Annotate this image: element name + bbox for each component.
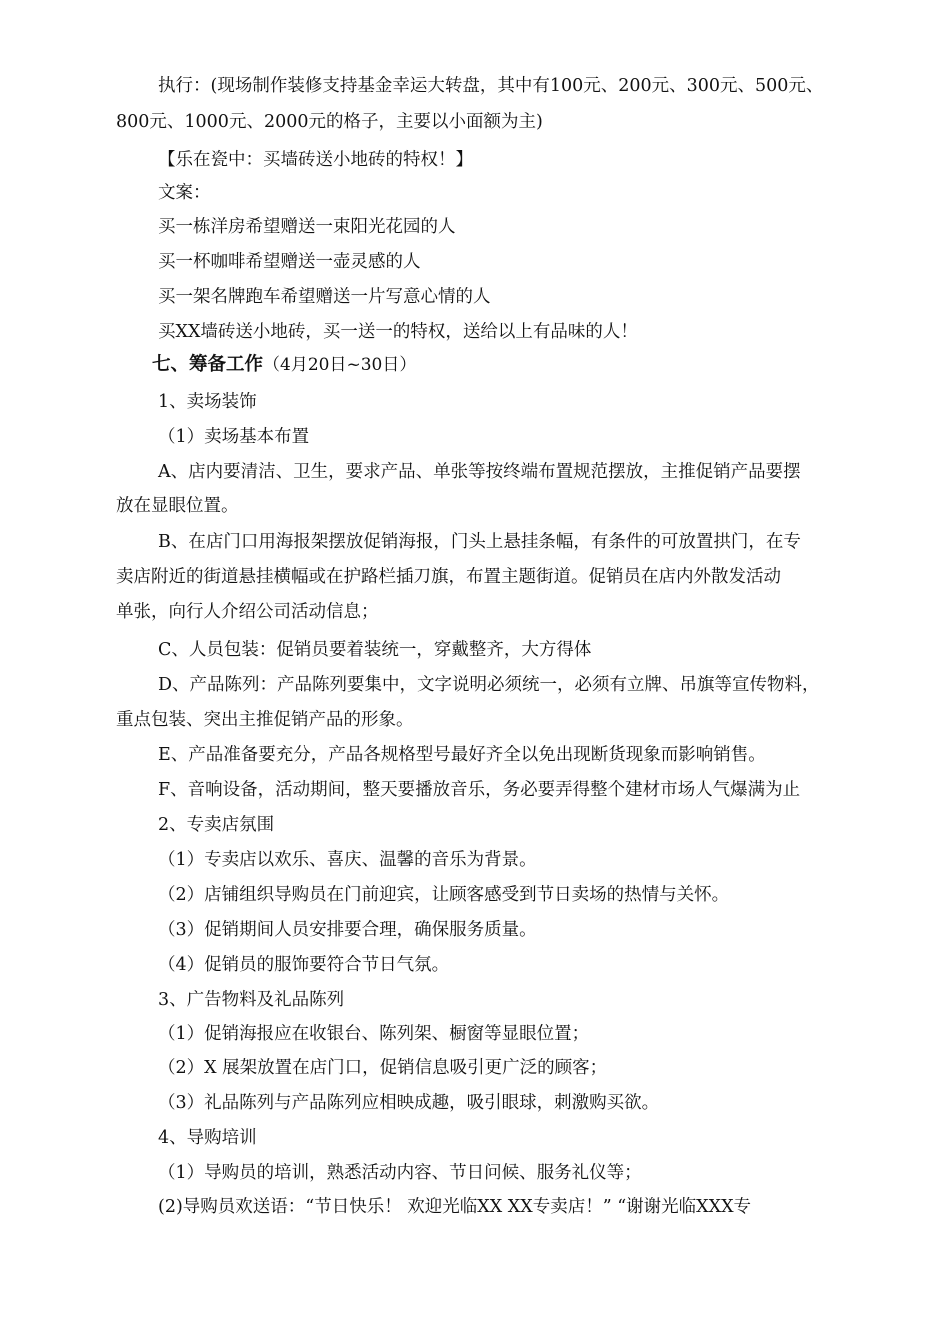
- subsection-1-title: 1、卖场装饰: [158, 392, 257, 412]
- subsection-3-title: 3、广告物料及礼品陈列: [158, 990, 345, 1010]
- item-b-line-3: 单张，向行人介绍公司活动信息；: [116, 602, 379, 622]
- subsection-3-item-3: （3）礼品陈列与产品陈列应相映成趣，吸引眼球，刺激购买欲。: [158, 1093, 660, 1113]
- item-b-line-1: B、在店门口用海报架摆放促销海报，门头上悬挂条幅，有条件的可放置拱门，在专: [158, 532, 801, 552]
- subsection-2-item-2: （2）店铺组织导购员在门前迎宾，让顾客感受到节日卖场的热情与关怀。: [158, 885, 730, 905]
- subsection-3-item-2: （2）X 展架放置在店门口，促销信息吸引更广泛的顾客；: [158, 1058, 608, 1078]
- item-f-line-1: F、音响设备，活动期间，整天要播放音乐，务必要弄得整个建材市场人气爆满为止: [158, 780, 801, 800]
- subsection-2-title: 2、专卖店氛围: [158, 815, 275, 835]
- item-b-line-2: 卖店附近的街道悬挂横幅或在护路栏插刀旗，布置主题街道。促销员在店内外散发活动: [116, 567, 781, 587]
- promo-title: 【乐在瓷中：买墙砖送小地砖的特权！】: [158, 150, 473, 170]
- section-heading-title: 七、筹备工作: [152, 354, 264, 375]
- item-a-line-2: 放在显眼位置。: [116, 496, 239, 516]
- item-d-line-2: 重点包装、突出主推促销产品的形象。: [116, 710, 414, 730]
- subsection-2-item-4: （4）促销员的服饰要符合节日气氛。: [158, 955, 450, 975]
- item-d-line-1: D、产品陈列：产品陈列要集中，文字说明必须统一，必须有立牌、吊旗等宣传物料，: [158, 675, 820, 695]
- subsection-3-item-1: （1）促销海报应在收银台、陈列架、橱窗等显眼位置；: [158, 1024, 590, 1044]
- subsection-1-1-title: （1）卖场基本布置: [158, 427, 310, 447]
- line-exec-1: 执行：(现场制作装修支持基金幸运大转盘，其中有100元、200元、300元、500元、: [158, 76, 824, 96]
- copy-label: 文案：: [158, 183, 211, 203]
- subsection-4-item-1: （1）导购员的培训，熟悉活动内容、节日问候、服务礼仪等；: [158, 1163, 642, 1183]
- copy-line-3: 买一架名牌跑车希望赠送一片写意心情的人: [158, 287, 491, 307]
- item-e-line-1: E、产品准备要充分，产品各规格型号最好齐全以免出现断货现象而影响销售。: [158, 745, 766, 765]
- line-exec-2: 800元、1000元、2000元的格子，主要以小面额为主): [116, 112, 543, 132]
- subsection-2-item-1: （1）专卖店以欢乐、喜庆、温馨的音乐为背景。: [158, 850, 537, 870]
- copy-line-2: 买一杯咖啡希望赠送一壶灵感的人: [158, 252, 421, 272]
- copy-line-4: 买XX墙砖送小地砖，买一送一的特权，送给以上有品味的人！: [158, 322, 638, 342]
- copy-line-1: 买一栋洋房希望赠送一束阳光花园的人: [158, 217, 456, 237]
- subsection-2-item-3: （3）促销期间人员安排要合理，确保服务质量。: [158, 920, 537, 940]
- section-heading: [152, 353, 416, 377]
- subsection-4-title: 4、导购培训: [158, 1128, 257, 1148]
- item-c-line-1: C、人员包装：促销员要着装统一，穿戴整齐，大方得体: [158, 640, 592, 660]
- subsection-4-item-2: (2)导购员欢送语：“节日快乐！ 欢迎光临XX XX专卖店！” “谢谢光临XXX专: [158, 1197, 752, 1217]
- item-a-line-1: A、店内要清洁、卫生，要求产品、单张等按终端布置规范摆放，主推促销产品要摆: [158, 462, 801, 482]
- section-heading-date: （4月20日~30日）: [263, 355, 417, 375]
